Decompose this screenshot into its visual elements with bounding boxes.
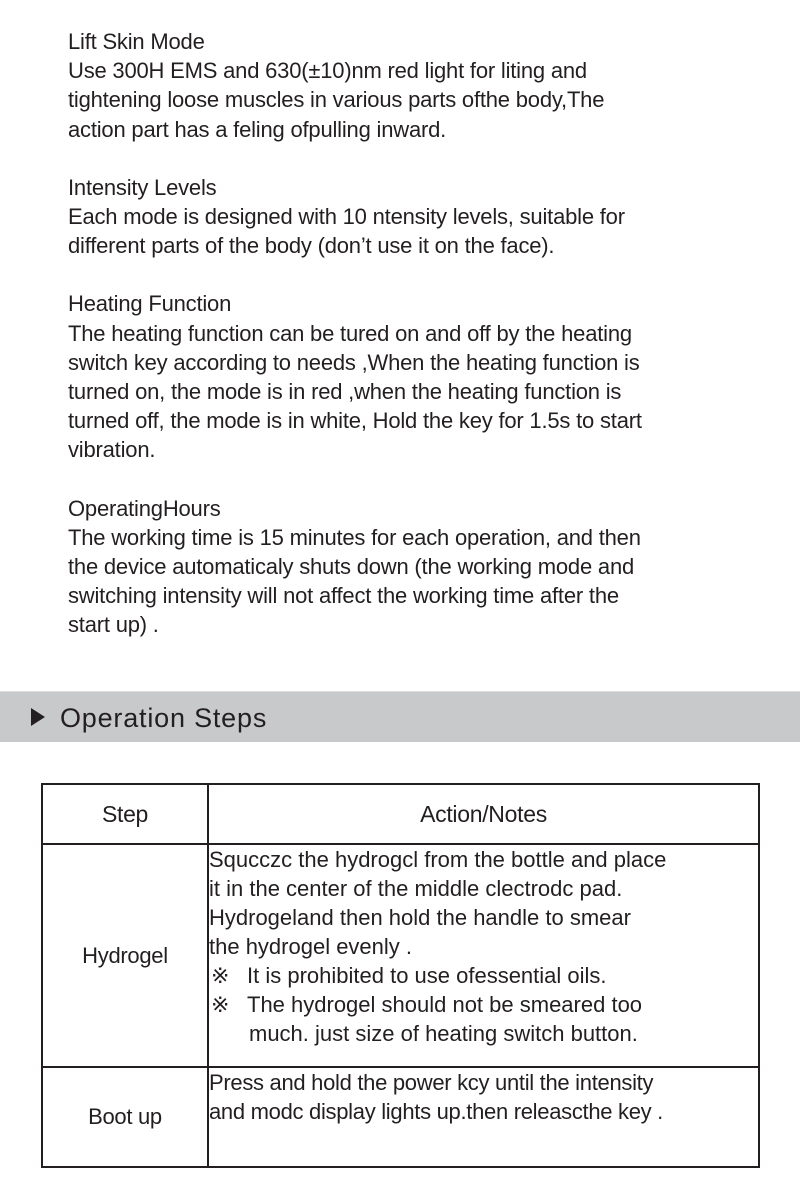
note-line — [209, 961, 758, 990]
action-cell-hydrogel — [208, 844, 759, 1067]
operation-steps-heading-band — [0, 691, 800, 742]
reference-mark-icon: ※ — [211, 992, 230, 1017]
section-title: Heating Function — [68, 291, 232, 317]
triangle-right-icon — [31, 708, 45, 726]
body-line: vibration. — [68, 437, 156, 463]
section-intensity-levels — [68, 173, 768, 261]
action-line: the hydrogel evenly . — [209, 934, 413, 959]
action-line: it in the center of the middle clectrodc pad. — [209, 876, 623, 901]
section-body — [68, 523, 768, 640]
operation-steps-heading: Operation Steps — [60, 703, 268, 733]
section-lift-skin-mode — [68, 27, 768, 144]
section-heating-function — [68, 289, 768, 464]
table-row — [42, 844, 759, 1067]
section-title: Lift Skin Mode — [68, 29, 205, 54]
body-line: The working time is 15 minutes for each operation, and then — [68, 524, 641, 550]
section-body — [68, 319, 768, 465]
action-line: and modc display lights up.then releascthe key . — [209, 1099, 663, 1124]
body-line: turned off, the mode is in white, Hold the key for 1.5s to start — [68, 408, 642, 434]
note-line — [209, 990, 758, 1019]
action-line: Hydrogeland then hold the handle to smear — [209, 905, 631, 930]
body-line: The heating function can be tured on and off by the heating — [68, 320, 632, 346]
section-title: Intensity Levels — [68, 174, 217, 200]
body-line: different parts of the body (don’t use it on the face). — [68, 233, 555, 259]
note-text: The hydrogel should not be smeared too — [247, 992, 643, 1017]
table-header-row — [42, 784, 759, 844]
reference-mark-icon: ※ — [211, 963, 230, 988]
body-line: action part has a feling ofpulling inward. — [68, 116, 447, 142]
section-body — [68, 202, 768, 260]
body-line: Use 300H EMS and 630(±10)nm red light for liting and — [68, 58, 587, 84]
operation-steps-table — [41, 783, 760, 1168]
body-line: start up) . — [68, 612, 159, 638]
section-title: OperatingHours — [68, 495, 221, 521]
table-row — [42, 1067, 759, 1167]
note-continuation: much. just size of heating switch button. — [249, 1021, 638, 1046]
step-cell-hydrogel: Hydrogel — [42, 844, 208, 1067]
action-line: Press and hold the power kcy until the intensity — [209, 1070, 654, 1095]
section-body — [68, 56, 768, 144]
body-line: Each mode is designed with 10 ntensity levels, suitable for — [68, 204, 625, 230]
note-text: It is prohibited to use ofessential oils. — [247, 963, 607, 988]
action-cell-boot-up — [208, 1067, 759, 1167]
body-line: the device automaticaly shuts down (the working mode and — [68, 554, 635, 580]
body-line: tightening loose muscles in various parts ofthe body,The — [68, 87, 605, 113]
body-line: switch key according to needs ,When the heating function is — [68, 349, 640, 375]
feature-descriptions — [68, 27, 768, 669]
column-header-step: Step — [42, 784, 208, 844]
column-header-action-notes: Action/Notes — [208, 784, 759, 844]
body-line: turned on, the mode is in red ,when the heating function is — [68, 379, 622, 405]
section-operating-hours — [68, 494, 768, 640]
body-line: switching intensity will not affect the working time after the — [68, 583, 619, 609]
action-line: Squcczc the hydrogcl from the bottle and place — [209, 847, 667, 872]
step-cell-boot-up: Boot up — [42, 1067, 208, 1167]
